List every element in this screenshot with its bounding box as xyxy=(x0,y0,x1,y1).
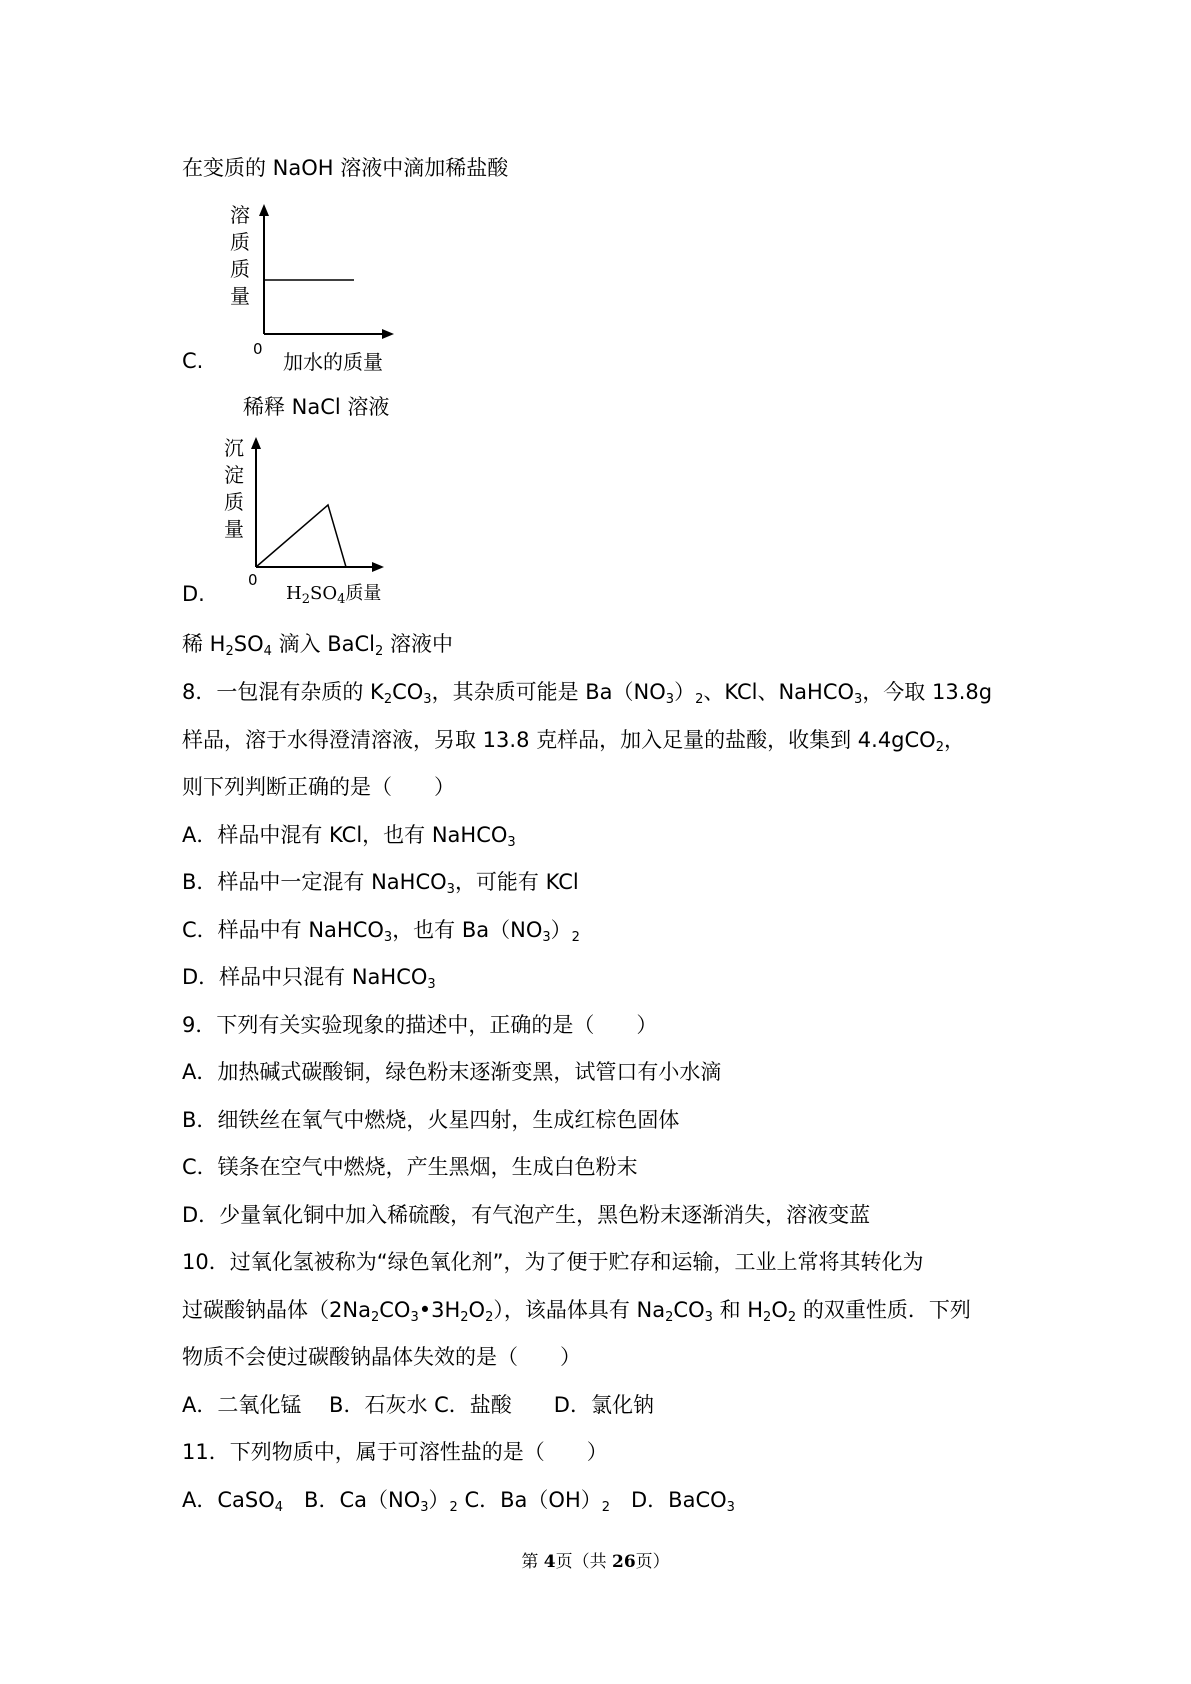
q8-option-b: B．样品中一定混有 NaHCO$_3$，可能有 KCl xyxy=(182,870,579,897)
q10-options: A．二氧化锰 B．石灰水 C．盐酸 D．氯化钠 xyxy=(182,1393,654,1417)
page-footer: 第 4页（共 26页） xyxy=(521,1552,670,1572)
q10-stem-line2: 过碳酸钠晶体$(2Na_2CO_3•3H_2O_2)$，该晶体具有 $Na_2CO_3$ 和 $H_2O_2$ 的双重性质．下列 xyxy=(182,1298,971,1325)
page-number: 4 xyxy=(543,1552,556,1572)
q9-stem: 9．下列有关实验现象的描述中，正确的是（ ） xyxy=(182,1013,658,1037)
q11-options: A．CaSO$_4$ B．$Ca(NO_3)_2$ C．$Ba(OH)_2$ D．BaCO$_3$ xyxy=(182,1488,735,1515)
graph-c-caption: 稀释 NaCl 溶液 xyxy=(243,395,390,419)
page-total: 26 xyxy=(611,1552,636,1572)
q10-stem-line1: 10．过氧化氢被称为“绿色氧化剂”，为了便于贮存和运输，工业上常将其转化为 xyxy=(182,1250,924,1274)
graph-d xyxy=(218,433,398,608)
q10-stem-line3: 物质不会使过碳酸钠晶体失效的是（ ） xyxy=(182,1345,581,1369)
q11-stem: 11．下列物质中，属于可溶性盐的是（ ） xyxy=(182,1440,608,1464)
graph-d-origin: 0 xyxy=(248,571,258,589)
option-d-letter: D. xyxy=(182,582,205,606)
graph-d-curve xyxy=(256,505,346,567)
q8-option-a: A．样品中混有 KCl，也有 NaHCO$_3$ xyxy=(182,823,516,850)
graph-d-caption: 稀 $H_2SO_4$ 滴入 BaCl$_2$ 溶液中 xyxy=(182,632,453,659)
prev-option-caption: 在变质的 NaOH 溶液中滴加稀盐酸 xyxy=(182,156,509,180)
q8-stem-line2: 样品，溶于水得澄清溶液，另取 13.8 克样品，加入足量的盐酸，收集到 4.4gCO$_2$， xyxy=(182,728,965,755)
graph-d-ylabel: 沉 淀 质 量 xyxy=(224,436,244,541)
option-c-letter: C. xyxy=(182,349,204,373)
q9-option-c: C．镁条在空气中燃烧，产生黑烟，生成白色粉末 xyxy=(182,1155,638,1179)
graph-c-xlabel: 加水的质量 xyxy=(283,350,383,374)
q9-option-a: A．加热碱式碳酸铜，绿色粉末逐渐变黑，试管口有小水滴 xyxy=(182,1060,722,1084)
q9-option-d: D．少量氧化铜中加入稀硫酸，有气泡产生，黑色粉末逐渐消失，溶液变蓝 xyxy=(182,1203,871,1227)
graph-c-ylabel: 溶 质 质 量 xyxy=(230,203,250,308)
graph-c xyxy=(222,200,402,375)
q8-option-d: D．样品中只混有 NaHCO$_3$ xyxy=(182,965,436,992)
q9-option-b: B．细铁丝在氧气中燃烧，火星四射，生成红棕色固体 xyxy=(182,1108,680,1132)
q8-option-c: C．样品中有 NaHCO$_3$，也有 $Ba(NO_3)_2$ xyxy=(182,918,580,945)
graph-d-xlabel: $H_2SO_4$质量 xyxy=(286,583,382,607)
q8-stem-line1: 8．一包混有杂质的 $K_2CO_3$，其杂质可能是 $Ba(NO_3)_2$、KCl、NaHCO$_3$，今取 13.8g xyxy=(182,680,993,707)
graph-c-origin: 0 xyxy=(253,340,263,358)
q8-stem-line3: 则下列判断正确的是（ ） xyxy=(182,775,455,799)
